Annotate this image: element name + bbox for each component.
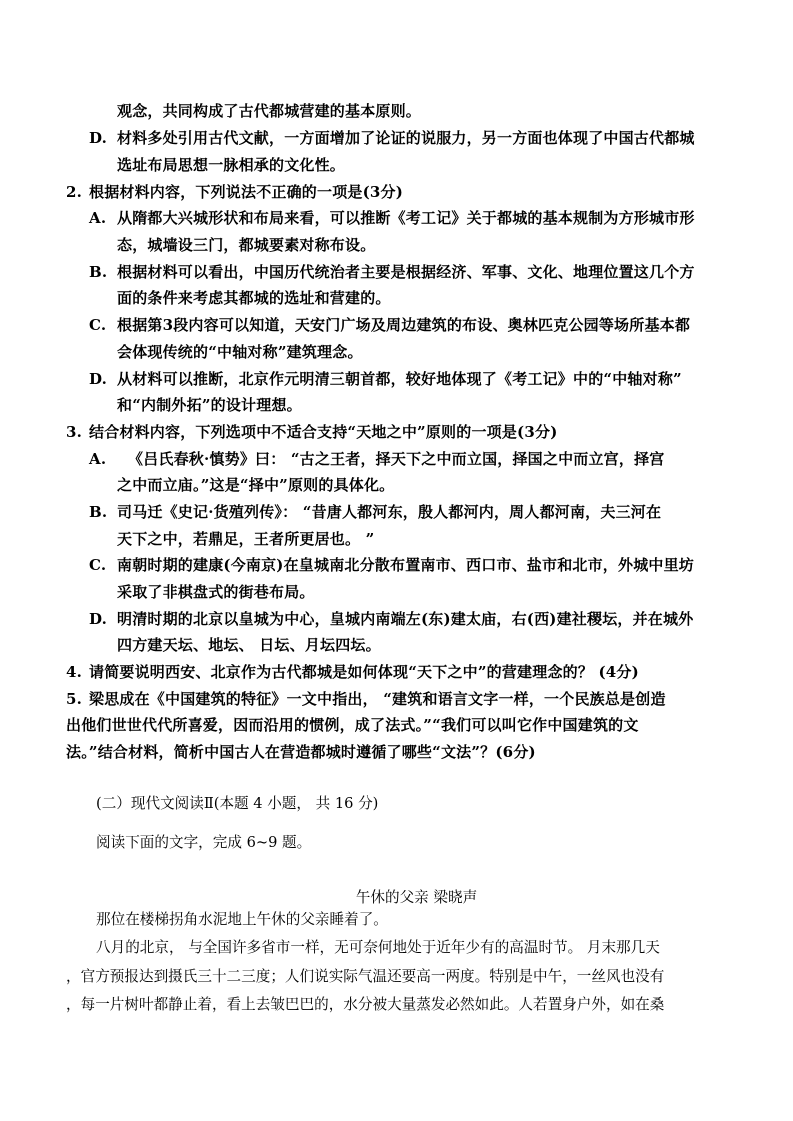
q4-text: 请简要说明西安、北京作为古代都城是如何体现“天下之中”的营建理念的？ (4分) [89, 663, 639, 681]
q2-number: 2. [66, 183, 83, 201]
q4-number: 4. [66, 663, 83, 681]
q2-option-c-line2: 会体现传统的“中轴对称”建筑理念。 [117, 343, 363, 361]
q3-option-c-line2: 采取了非棋盘式的街巷布局。 [117, 583, 315, 601]
story-paragraph-2-line1: 八月的北京， 与全国许多省市一样，无可奈何地处于近年少有的高温时节。 月末那几天 [96, 939, 660, 956]
q2-option-b-line2: 面的条件来考虑其都城的选址和营建的。 [117, 289, 391, 307]
q3-option-b-line2: 天下之中，若鼎足，王者所更居也。 ” [117, 530, 375, 548]
story-paragraph-2-line3: ，每一片树叶都静止着，看上去皱巴巴的，水分被大量蒸发必然如此。人若置身户外，如在桑 [66, 996, 665, 1013]
story-paragraph-1: 那位在楼梯拐角水泥地上午休的父亲睡着了。 [96, 911, 388, 928]
q2-option-a-line2: 态，城墙设三门，都城要素对称布设。 [117, 236, 376, 254]
q3-option-b-line1: 司马迁《史记·货殖列传》： “昔唐人都河东，殷人都河内，周人都河南，夫三河在 [117, 503, 662, 521]
story-title: 午休的父亲 梁晓声 [355, 888, 478, 906]
q3-option-c-line1: 南朝时期的建康(今南京)在皇城南北分散布置南市、西口市、盐市和北市，外城中里坊 [117, 556, 694, 574]
q1-option-d-line2: 选址布局思想一脉相承的文化性。 [117, 156, 346, 174]
q3-option-d-line2: 四方建天坛、地坛、 日坛、月坛四坛。 [117, 636, 381, 654]
q2-option-d-line2: 和“内制外拓”的设计理想。 [117, 396, 302, 414]
q1-option-d-label: D. [89, 129, 108, 147]
q3-number: 3. [66, 423, 83, 441]
q5-line2: 出他们世世代代所喜爱，因而沿用的惯例，成了法式。”“我们可以叫它作中国建筑的文 [66, 716, 639, 734]
q2-option-b-line1: 根据材料可以看出，中国历代统治者主要是根据经济、军事、文化、地理位置这几个方 [117, 263, 695, 281]
q2-option-a-line1: 从隋都大兴城形状和布局来看，可以推断《考工记》关于都城的基本规制为方形城市形 [117, 209, 695, 227]
q2-option-d-label: D. [89, 370, 108, 388]
q2-stem: 根据材料内容，下列说法不正确的一项是(3分) [89, 183, 404, 201]
q3-stem: 结合材料内容，下列选项中不适合支持“天地之中”原则的一项是(3分) [89, 423, 558, 441]
q2-option-b-label: B. [89, 263, 108, 281]
q2-option-a-label: A. [89, 209, 107, 227]
q3-option-c-label: C. [89, 556, 107, 574]
q5-line1: 梁思成在《中国建筑的特征》一文中指出， “建筑和语言文字一样，一个民族总是创造 [89, 690, 666, 708]
q5-number: 5. [66, 690, 83, 708]
section-instruction: 阅读下面的文字，完成 6~9 题。 [96, 834, 312, 851]
q2-option-c-label: C. [89, 316, 107, 334]
q1-option-c-continuation: 观念，共同构成了古代都城营建的基本原则。 [117, 102, 422, 120]
q1-option-d-line1: 材料多处引用古代文献，一方面增加了论证的说服力，另一方面也体现了中国古代都城 [117, 129, 695, 147]
q3-option-a-line2: 之中而立庙。”这是“择中”原则的具体化。 [117, 476, 395, 494]
q3-option-d-line1: 明清时期的北京以皇城为中心，皇城内南端左(东)建太庙，右(西)建社稷坛，并在城外 [117, 610, 694, 628]
section-heading: (二）现代文阅读Ⅱ(本题 4 小题， 共 16 分) [96, 795, 379, 812]
q2-option-d-line1: 从材料可以推断，北京作元明清三朝首都，较好地体现了《考工记》中的“中轴对称” [117, 370, 682, 388]
story-paragraph-2-line2: ，官方预报达到摄氏三十二三度；人们说实际气温还要高一两度。特别是中午，一丝风也没有 [66, 968, 665, 985]
q3-option-a-label: A. [89, 450, 107, 468]
q2-option-c-line1: 根据第3段内容可以知道，天安门广场及周边建筑的布设、奥林匹克公园等场所基本都 [117, 316, 691, 334]
q5-line3: 法。”结合材料，简析中国古人在营造都城时遵循了哪些“文法”？(6分) [66, 743, 536, 761]
q3-option-a-line1: 《吕氏春秋·慎势》曰： “古之王者，择天下之中而立国，择国之中而立宫，择宫 [128, 450, 665, 468]
q3-option-b-label: B. [89, 503, 108, 521]
q3-option-d-label: D. [89, 610, 108, 628]
